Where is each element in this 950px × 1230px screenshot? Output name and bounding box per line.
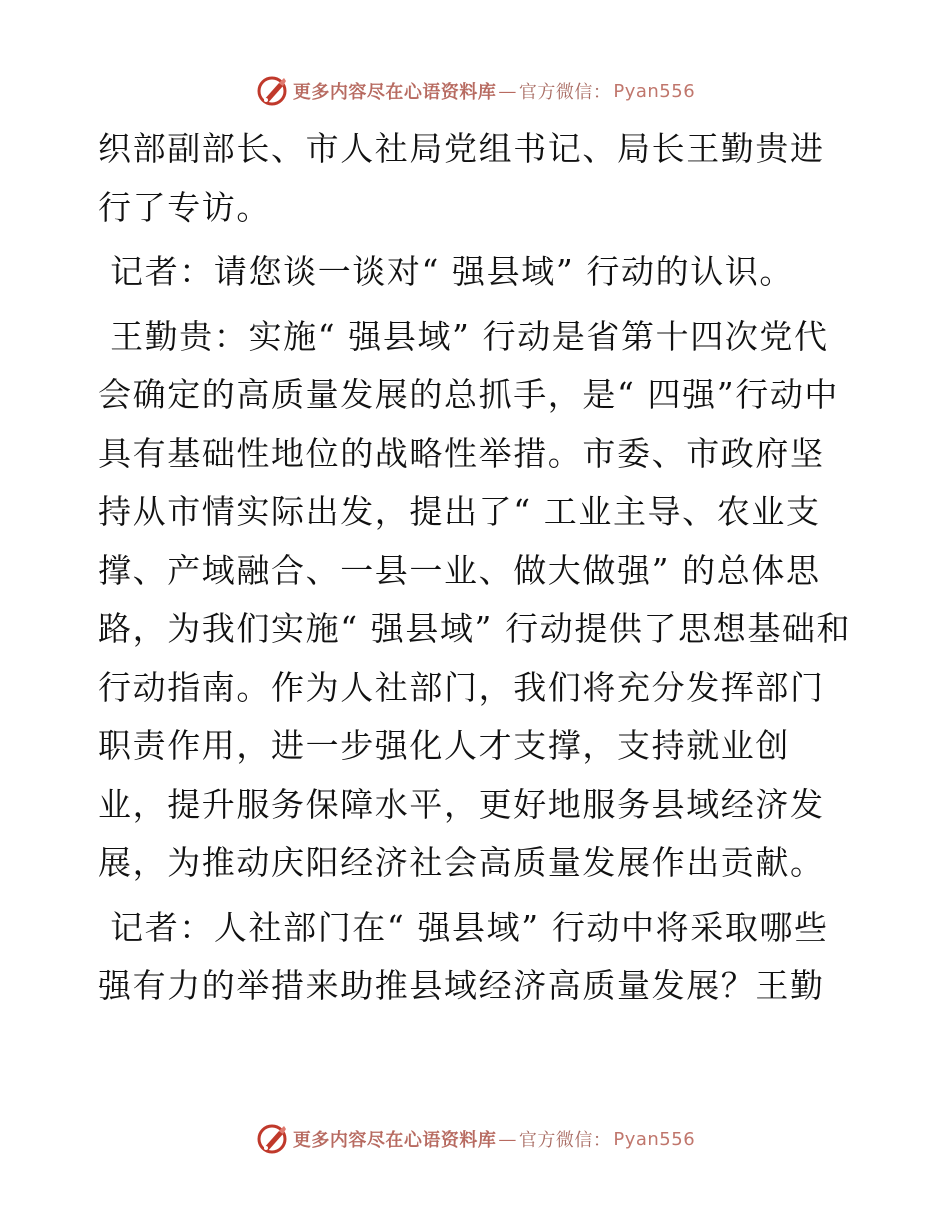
paragraph-question-1: 记者：请您谈一谈对“ 强县域” 行动的认识。 [98,252,795,291]
watermark-dash: — [498,80,517,102]
pen-logo-icon [255,1122,289,1156]
watermark-main-text: 更多内容尽在心语资料库 [292,82,497,103]
paragraph-question-2: 记者：人社部门在“ 强县域” 行动中将采取哪些强有力的举措来助推县域经济高质量发展？王勤 [98,907,829,1005]
watermark-wechat-id: Pyan556 [613,1128,696,1150]
watermark-wechat-id: Pyan556 [613,80,696,102]
watermark-sub-text: 官方微信： [518,1130,612,1151]
watermark-main-text: 更多内容尽在心语资料库 [292,1130,497,1151]
paragraph-intro-continuation: 织部副部长、市人社局党组书记、局长王勤贵进行了专访。 [98,129,825,227]
watermark-dash: — [498,1128,517,1150]
paragraph-answer-1: 王勤贵：实施“ 强县域” 行动是省第十四次党代会确定的高质量发展的总抓手，是“ 四强”行动中具有基础性地位的战略性举措。市委、市政府坚持从市情实际出发，提出了“ 工业主导、农业支撑、产域融合、一县一业、做大做强” 的总体思路，为我们实施“ 强县域” 行动提供了思想基础和行动指南。作为人社部门，我们将充分发挥部门职责作用，进一步强化人才支撑，支持就业创业，提升服务保障水平，更好地服务县域经济发展，为推动庆阳经济社会高质量发展作出贡献。 [98,316,852,882]
footer-watermark [0,1122,950,1156]
pen-logo-icon [255,74,289,108]
document-body [98,120,858,1022]
watermark-sub-text: 官方微信： [518,82,612,103]
header-watermark [0,74,950,108]
